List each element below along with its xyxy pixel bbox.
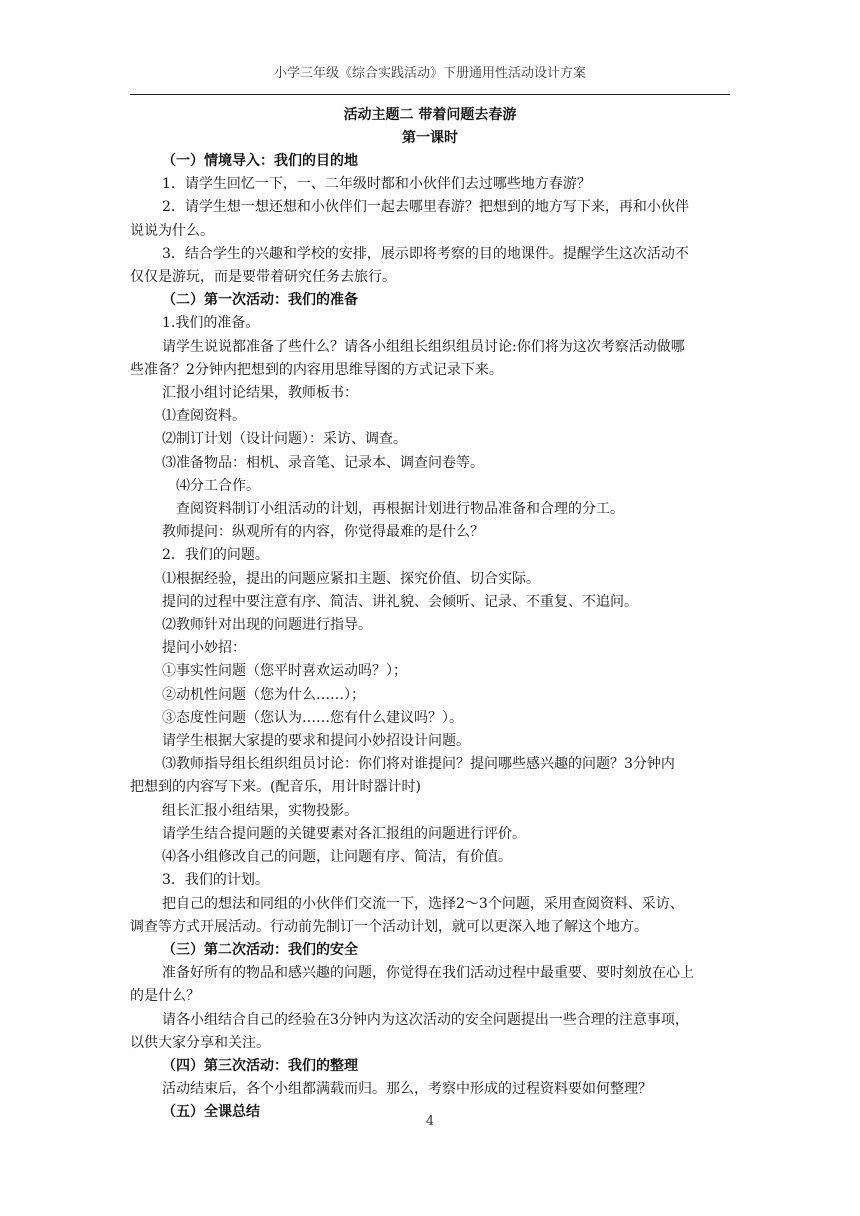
text-line: 活动结束后，各个小组都满载而归。那么，考察中形成的过程资料要如何整理？ [162, 1081, 652, 1098]
section-heading: （一）情境导入：我们的目的地 [162, 153, 358, 169]
activity-title: 活动主题二 带着问题去春游 [343, 107, 517, 123]
text-line: 3．我们的计划。 [162, 872, 269, 889]
text-line: ①事实性问题（您平时喜欢运动吗？）； [162, 663, 407, 680]
text-line: 把想到的内容写下来。(配音乐，用计时器计时) [130, 779, 421, 796]
text-line: 3．结合学生的兴趣和学校的安排，展示即将考察的目的地课件。提醒学生这次活动不 [162, 245, 689, 262]
text-line: 的是什么？ [130, 988, 200, 1005]
text-line: 提问小妙招： [162, 640, 246, 657]
text-line: ②动机性问题（您为什么……）； [162, 686, 365, 703]
document-body [130, 104, 730, 1125]
text-line: ⑷分工合作。 [176, 477, 260, 494]
text-line: ⑴查阅资料。 [162, 408, 246, 425]
text-line: 组长汇报小组结果，实物投影。 [162, 802, 358, 819]
text-line: 请学生说说都准备了些什么？请各小组组长组织组员讨论:你们将为这次考察活动做哪 [162, 338, 685, 355]
text-line: 查阅资料制订小组活动的计划，再根据计划进行物品准备和合理的分工。 [176, 501, 624, 518]
text-line: ③态度性问题（您认为……您有什么建议吗？）。 [162, 709, 463, 726]
text-line: 以供大家分享和关注。 [130, 1034, 270, 1051]
text-line: 请学生结合提问题的关键要素对各汇报组的问题进行评价。 [162, 825, 526, 842]
header-divider [130, 94, 730, 95]
text-line: 些准备？2分钟内把想到的内容用思维导图的方式记录下来。 [130, 361, 503, 378]
text-line: 准备好所有的物品和感兴趣的问题，你觉得在我们活动过程中最重要、要时刻放在心上 [162, 965, 694, 982]
text-line: 教师提问：纵观所有的内容，你觉得最难的是什么？ [162, 524, 484, 541]
page-header: 小学三年级《综合实践活动》下册通用性活动设计方案 [273, 66, 586, 81]
text-line: 把自己的想法和同组的小伙伴们交流一下，选择2～3个问题，采用查阅资料、采访、 [162, 895, 684, 912]
text-line: 请各小组结合自己的经验在3分钟内为这次活动的安全问题提出一些合理的注意事项， [162, 1011, 689, 1028]
body-text [130, 150, 730, 1125]
text-line: 请学生根据大家提的要求和提问小妙招设计问题。 [162, 733, 470, 750]
text-line: 提问的过程中要注意有序、简洁、讲礼貌、会倾听、记录、不重复、不追问。 [162, 593, 638, 610]
text-line: 仅仅是游玩，而是要带着研究任务去旅行。 [130, 269, 396, 286]
text-line: ⑶准备物品：相机、录音笔、记录本、调查问卷等。 [162, 454, 484, 471]
section-heading: （二）第一次活动：我们的准备 [162, 292, 358, 309]
text-line: ⑷各小组修改自己的问题，让问题有序、简洁，有价值。 [162, 849, 512, 866]
text-line: ⑵教师针对出现的问题进行指导。 [162, 617, 372, 634]
text-line: ⑵制订计划（设计问题）：采访、调查。 [162, 431, 407, 448]
page-number: 4 [425, 1114, 435, 1129]
section-heading: （三）第二次活动：我们的安全 [162, 941, 358, 958]
text-line: 1．请学生回忆一下，一、二年级时都和小伙伴们去过哪些地方春游？ [162, 176, 591, 193]
text-line: 2．请学生想一想还想和小伙伴们一起去哪里春游？把想到的地方写下来，再和小伙伴 [162, 199, 689, 216]
text-line: 调查等方式开展活动。行动前先制订一个活动计划，就可以更深入地了解这个地方。 [130, 918, 648, 935]
text-line: 说说为什么。 [130, 222, 214, 239]
section-heading: （四）第三次活动：我们的整理 [162, 1057, 358, 1074]
text-line: 汇报小组讨论结果，教师板书： [162, 385, 358, 402]
text-line: ⑴根据经验，提出的问题应紧扣主题、探究价值、切合实际。 [162, 570, 540, 587]
text-line: 2．我们的问题。 [162, 547, 269, 564]
section-heading: （五）全课总结 [162, 1104, 260, 1121]
text-line: 1.我们的准备。 [162, 315, 260, 332]
text-line: ⑶教师指导组长组织组员讨论：你们将对谁提问？提问哪些感兴趣的问题？3分钟内 [162, 756, 675, 773]
lesson-subtitle: 第一课时 [402, 130, 458, 146]
